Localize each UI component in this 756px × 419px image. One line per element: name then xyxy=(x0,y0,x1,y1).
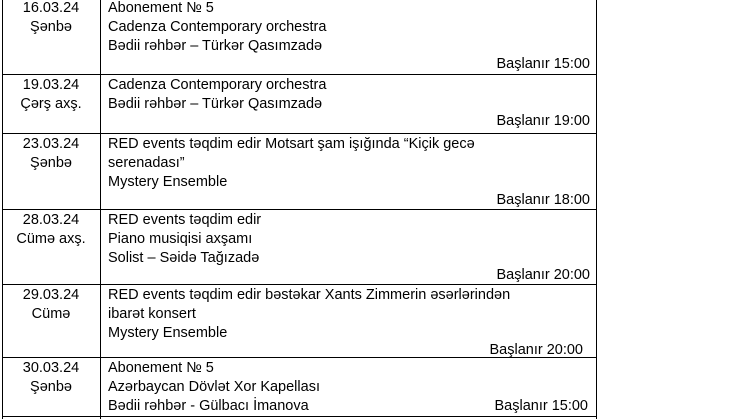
event-line: Bədii rəhbər – Türkər Qasımzadə xyxy=(108,38,323,54)
event-line: ibarət konsert xyxy=(108,306,196,322)
event-start-time: Başlanır 18:00 xyxy=(496,192,590,208)
event-line: Piano musiqisi axşamı xyxy=(108,231,253,247)
event-line: Cadenza Contemporary orchestra xyxy=(108,77,327,93)
event-date: 28.03.24 xyxy=(22,212,80,228)
event-description xyxy=(108,135,593,192)
event-date-cell xyxy=(4,76,98,114)
event-start-time: Başlanır 20:00 xyxy=(496,267,590,283)
event-description xyxy=(108,0,593,56)
event-description xyxy=(108,76,593,114)
event-line: Mystery Ensemble xyxy=(108,325,228,341)
event-line: serenadası” xyxy=(108,155,185,171)
event-line: RED events təqdim edir bəstəkar Xants Zimmerin əsərlərindən xyxy=(108,287,511,303)
row-divider xyxy=(2,74,597,75)
event-weekday: Şənbə xyxy=(30,155,72,171)
event-start-time: Başlanır 15:00 xyxy=(494,398,588,414)
event-date-cell xyxy=(4,359,98,397)
event-description xyxy=(108,286,593,343)
event-line: Abonement № 5 xyxy=(108,0,214,16)
event-line: Mystery Ensemble xyxy=(108,174,228,190)
event-date: 29.03.24 xyxy=(22,287,80,303)
event-date-cell xyxy=(4,286,98,324)
event-start-time: Başlanır 20:00 xyxy=(489,342,583,358)
event-line: Bədii rəhbər - Gülbacı İmanova xyxy=(108,398,309,414)
event-line: Solist – Səidə Tağızadə xyxy=(108,250,260,266)
event-weekday: Cümə xyxy=(31,306,71,322)
row-divider xyxy=(2,416,597,417)
event-date: 19.03.24 xyxy=(22,77,80,93)
row-divider xyxy=(2,133,597,134)
schedule-table xyxy=(2,0,596,419)
event-weekday: Cümə axş. xyxy=(16,231,86,247)
event-line: Azərbaycan Dövlət Xor Kapellası xyxy=(108,379,320,395)
event-weekday: Şənbə xyxy=(30,19,72,35)
event-start-time: Başlanır 15:00 xyxy=(496,56,590,72)
event-date: 30.03.24 xyxy=(22,360,80,376)
event-line: Abonement № 5 xyxy=(108,360,214,376)
event-weekday: Şənbə xyxy=(30,379,72,395)
event-line: RED events təqdim edir Motsart şam işığında “Kiçik gecə xyxy=(108,136,475,152)
event-date: 23.03.24 xyxy=(22,136,80,152)
event-start-time: Başlanır 19:00 xyxy=(496,113,590,129)
event-date: 16.03.24 xyxy=(22,0,80,16)
event-weekday: Çərş axş. xyxy=(20,96,82,112)
event-date-cell xyxy=(4,211,98,249)
event-line: Bədii rəhbər – Türkər Qasımzadə xyxy=(108,96,323,112)
event-description xyxy=(108,211,593,268)
event-line: RED events təqdim edir xyxy=(108,212,262,228)
event-date-cell xyxy=(4,135,98,173)
event-date-cell xyxy=(4,0,98,37)
event-line: Cadenza Contemporary orchestra xyxy=(108,19,327,35)
